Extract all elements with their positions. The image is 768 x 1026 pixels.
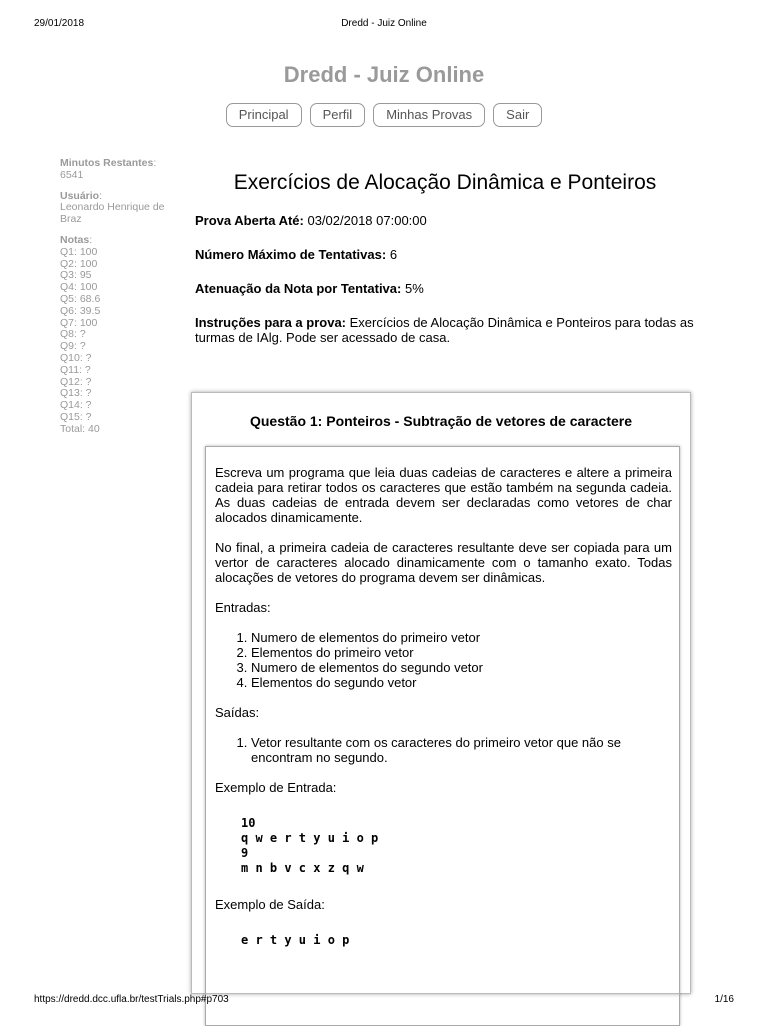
- attenuation-info: [195, 281, 695, 296]
- grade-item: Q11: ?: [60, 363, 91, 376]
- grade-item: Q5: 68.6: [60, 292, 101, 305]
- attenuation-label: Atenuação da Nota por Tentativa:: [195, 281, 402, 296]
- grade-item: Q14: ?: [60, 399, 92, 412]
- attenuation-value: 5%: [404, 281, 424, 296]
- minutes-label: Minutos Restantes: [60, 157, 154, 169]
- inputs-heading: Entradas:: [215, 600, 271, 615]
- example-output-code: e r t y u i o p: [241, 933, 350, 947]
- page-title: Exercícios de Alocação Dinâmica e Ponteiros: [233, 171, 657, 194]
- grade-item: Q12: ?: [60, 375, 92, 388]
- nav-sair-button[interactable]: Sair: [493, 103, 542, 127]
- instructions-info: [195, 315, 695, 345]
- outputs-list: [215, 735, 672, 765]
- list-item: 4. Elementos do segundo vetor: [251, 675, 672, 690]
- example-output-heading: Exemplo de Saída:: [215, 897, 325, 912]
- grade-item: Q3: 95: [60, 269, 92, 282]
- list-item: 2. Elementos do primeiro vetor: [251, 645, 672, 660]
- grade-item: Q2: 100: [60, 257, 98, 270]
- outputs-heading: Saídas:: [215, 705, 260, 720]
- print-date: 29/01/2018: [34, 18, 85, 29]
- main-nav: [0, 103, 768, 127]
- max-attempts-info: [195, 247, 695, 262]
- nav-principal-button[interactable]: Principal: [226, 103, 302, 127]
- list-item: 1. Numero de elementos do primeiro vetor: [251, 630, 672, 645]
- user-label: Usuário: [60, 189, 100, 202]
- print-footer: [0, 994, 768, 1008]
- page-number: 1/16: [714, 994, 734, 1005]
- question-statement: [205, 446, 680, 1026]
- grade-item: Q4: 100: [60, 281, 98, 294]
- grade-item: Q10: ?: [60, 351, 92, 364]
- minutes-value: 6541: [60, 168, 84, 181]
- grades-group: Notas: Q1: 100 Q2: 100 Q3: 95 Q4: 100 Q5: 68.6 Q6: 39.5 Q7: 100 Q8: ? Q9: ? Q10: ? Q11: ? Q12: ? Q13: ? Q14: ? Q15: ? Total: 40: [60, 235, 170, 436]
- list-item: 3. Numero de elementos do segundo vetor: [251, 660, 672, 675]
- question-title: Questão 1: Ponteiros - Subtração de vetores de caractere: [249, 413, 633, 429]
- user-group: Usuário: Leonardo Henrique de Braz: [60, 189, 165, 226]
- max-attempts-value: 6: [389, 247, 398, 262]
- statement-paragraph: Escreva um programa que leia duas cadeias de caracteres e altere a primeira cadeia para retirar todos os caracteres que estão também na segunda cadeia. As duas cadeias de entrada devem ser declaradas como vetores de char alocados dinamicamente.: [215, 465, 672, 525]
- grades-label: Notas: [60, 233, 90, 246]
- statement-paragraph: No final, a primeira cadeia de caracteres resultante deve ser copiada para um vertor de caracteres alocado dinamicamente com o tamanho exato. Todas alocações de vetores do programa devem ser dinâmicas.: [215, 540, 672, 585]
- minutes-group: Minutos Restantes: 6541: [60, 157, 157, 181]
- print-title: Dredd - Juiz Online: [341, 18, 427, 29]
- question-card: [191, 392, 691, 994]
- inputs-list: [215, 630, 672, 690]
- user-value: Leonardo Henrique de Braz: [60, 201, 165, 226]
- nav-minhas-provas-button[interactable]: Minhas Provas: [373, 103, 485, 127]
- grade-item: Q1: 100: [60, 245, 98, 258]
- print-url: https://dredd.dcc.ufla.br/testTrials.php#p703: [34, 994, 229, 1005]
- instructions-label: Instruções para a prova:: [195, 315, 346, 330]
- grade-item: Q9: ?: [60, 340, 86, 353]
- instructions-value: Exercícios de Alocação Dinâmica e Ponteiros para todas as turmas de IAlg. Pode ser acessado de casa.: [195, 315, 694, 345]
- sidebar: [60, 158, 170, 436]
- grade-item: Q13: ?: [60, 387, 92, 400]
- site-title: Dredd - Juiz Online: [283, 62, 485, 87]
- grade-total: Total: 40: [60, 422, 100, 435]
- grade-item: Q7: 100: [60, 316, 98, 329]
- example-input-code: 10 q w e r t y u i o p 9 m n b v c x z q w: [241, 816, 379, 875]
- example-input-heading: Exemplo de Entrada:: [215, 780, 337, 795]
- open-until-label: Prova Aberta Até:: [195, 213, 304, 228]
- main-content: [195, 170, 695, 364]
- grade-item: Q15: ?: [60, 410, 92, 423]
- grade-item: Q8: ?: [60, 328, 86, 341]
- grade-item: Q6: 39.5: [60, 304, 101, 317]
- nav-perfil-button[interactable]: Perfil: [310, 103, 366, 127]
- open-until-info: [195, 213, 695, 228]
- print-header: [0, 18, 768, 32]
- list-item: 1. Vetor resultante com os caracteres do primeiro vetor que não se encontram no segundo.: [251, 735, 672, 765]
- open-until-value: 03/02/2018 07:00:00: [307, 213, 427, 228]
- max-attempts-label: Número Máximo de Tentativas:: [195, 247, 387, 262]
